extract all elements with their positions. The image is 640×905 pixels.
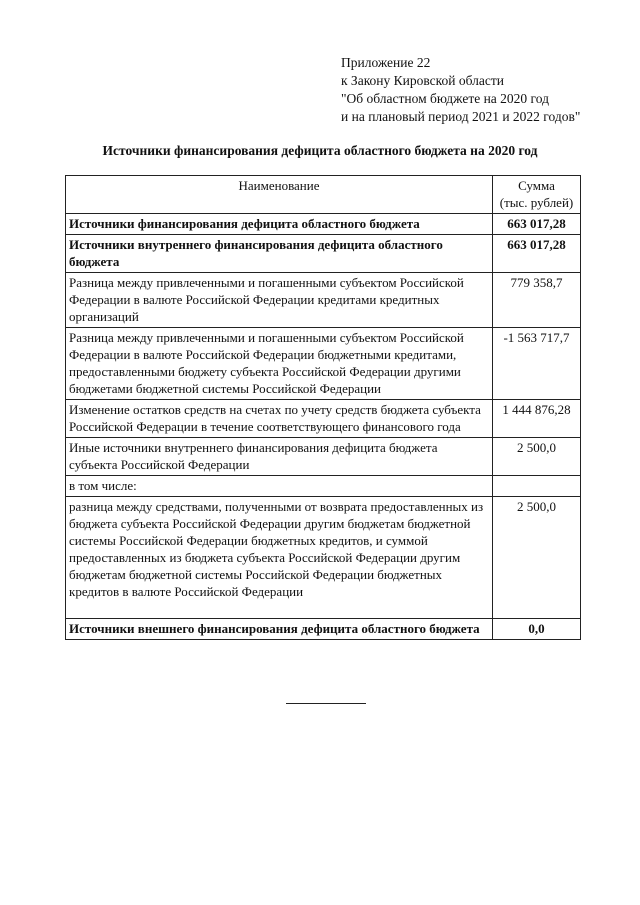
row-name: Источники финансирования дефицита областного бюджета (66, 214, 493, 235)
table-row (66, 400, 581, 438)
row-sum: 663 017,28 (493, 214, 581, 235)
appendix-line-3: "Об областном бюджете на 2020 год (341, 91, 549, 106)
column-header-sum-line1: Сумма (518, 178, 555, 193)
appendix-line-1: Приложение 22 (341, 55, 431, 70)
column-header-sum-line2: (тыс. рублей) (499, 195, 574, 210)
table-header-row (66, 176, 581, 214)
row-name: Источники внешнего финансирования дефицита областного бюджета (66, 619, 493, 640)
column-header-name: Наименование (66, 176, 493, 214)
row-sum (493, 476, 581, 497)
row-sum: 663 017,28 (493, 235, 581, 273)
table-row (66, 438, 581, 476)
row-name: Иные источники внутреннего финансирования дефицита бюджета субъекта Российской Федерации (66, 438, 493, 476)
document-title: Источники финансирования дефицита областного бюджета на 2020 год (102, 143, 538, 158)
appendix-line-2: к Закону Кировской области (341, 73, 505, 88)
appendix-line-4: и на плановый период 2021 и 2022 годов" (341, 109, 581, 124)
row-sum: -1 563 717,7 (493, 328, 581, 400)
table-row (66, 476, 581, 497)
row-sum: 2 500,0 (493, 438, 581, 476)
table-row (66, 235, 581, 273)
column-header-sum (493, 176, 581, 214)
row-name: Источники внутреннего финансирования дефицита областного бюджета (66, 235, 493, 273)
table-row (66, 619, 581, 640)
row-sum: 2 500,0 (493, 497, 581, 619)
appendix-header (341, 54, 580, 126)
row-name: Разница между привлеченными и погашенными субъектом Российской Федерации в валюте Российской Федерации кредитами кредитных организаций (66, 273, 493, 328)
row-name: разница между средствами, полученными от возврата предоставленных из бюджета субъекта Российской Федерации другим бюджетам бюджетной системы Российской Федерации бюджетных кредитов, и суммой предоставленных из бюджета субъекта Российской Федерации другим бюджетам бюджетной системы Российской Федерации бюджетных кредитов в валюте Российской Федерации (66, 497, 493, 619)
row-name: Изменение остатков средств на счетах по учету средств бюджета субъекта Российской Федерации в течение соответствующего финансового года (66, 400, 493, 438)
row-sum: 0,0 (493, 619, 581, 640)
table-row (66, 328, 581, 400)
row-name: Разница между привлеченными и погашенными субъектом Российской Федерации в валюте Российской Федерации бюджетными кредитами, предоставленными бюджету субъекта Российской Федерации другими бюджетами бюджетной системы Российской Федерации (66, 328, 493, 400)
table-row (66, 214, 581, 235)
row-sum: 1 444 876,28 (493, 400, 581, 438)
table-row (66, 273, 581, 328)
row-sum: 779 358,7 (493, 273, 581, 328)
row-name: в том числе: (66, 476, 493, 497)
table-row (66, 497, 581, 619)
financing-sources-table (65, 175, 581, 640)
footer-divider (286, 703, 366, 704)
